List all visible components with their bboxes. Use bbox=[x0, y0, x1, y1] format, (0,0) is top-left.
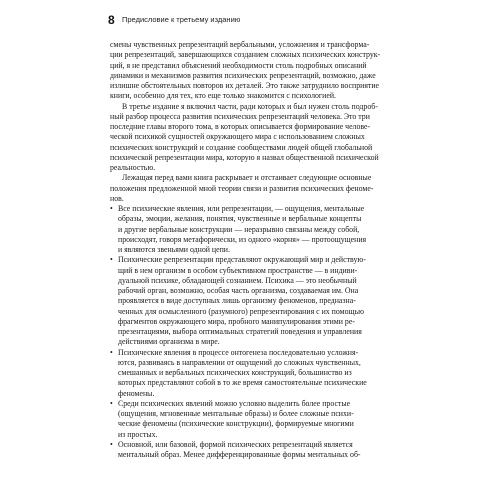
text-line: В третье издание я включил части, ради которых и был нужен столь подроб- bbox=[122, 101, 378, 111]
text-line: смены чувственных репрезентаций вербальными, усложнения и трансформа- bbox=[110, 40, 370, 49]
bullet-line: • Психические репрезентации представляют окружающий мир и действую- bbox=[110, 255, 366, 265]
bullet-line: • Основной, или базовой, формой психических репрезентаций является bbox=[110, 439, 353, 449]
text-line: щий в нем организм в особом субъективном пространстве — в индиви- bbox=[118, 265, 358, 275]
text-line: ческие феномены (психические конструкции), формируемые многими bbox=[118, 419, 354, 429]
bullet-icon: • bbox=[110, 398, 113, 408]
running-title: Предисловие к третьему изданию bbox=[122, 15, 241, 24]
bullet-line: • Все психические явления, или репрезентации, — ощущения, ментальные bbox=[110, 204, 365, 213]
text-line: феномены. bbox=[118, 388, 155, 398]
page-header bbox=[0, 13, 500, 33]
text-line: последние главы второго тома, в которых описывается формирование челове- bbox=[110, 122, 371, 131]
text-line: ции репрезентаций, завершающихся созданием сложных психических конструк- bbox=[110, 50, 381, 60]
text-line: смешанных и вербальных психических конструкций, большинство из bbox=[118, 368, 352, 377]
text-line: происходят, говоря метафорически, из одного «корня» — протоощущения bbox=[118, 234, 367, 244]
text-line: ций, я не представил объяснений необходимости столь подробных описаний bbox=[110, 60, 367, 70]
text-line: ченных для осмысленного (разумного) репрезентирования с их помощью bbox=[118, 306, 364, 316]
text-line: книги, особенно для тех, кто еще только знакомится с психологией. bbox=[110, 91, 336, 101]
bullet-icon: • bbox=[110, 439, 113, 449]
text-line: образы, эмоции, желания, понятия, чувственные и вербальные концепты bbox=[118, 214, 362, 224]
text-line: ментальный образ. Менее дифференцированные формы ментальных об- bbox=[118, 450, 361, 459]
text-line: действиями организма в мире. bbox=[118, 337, 220, 347]
text-line: динамики и механизмов развития психических репрезентаций, возможно, даже bbox=[110, 70, 376, 80]
text-line: ный разбор процесса развития психических репрезентаций человека. Это три bbox=[110, 111, 370, 121]
text-line: из простых. bbox=[118, 429, 158, 439]
bullet-icon: • bbox=[110, 347, 113, 357]
text-line: презентациями, выбора оптимальных стратегий поведения и управления bbox=[118, 327, 362, 336]
text-line: и являются звеньями одной цепи. bbox=[118, 245, 230, 254]
text-line: психической репрезентации мира, которую я назвал общественной психической bbox=[110, 152, 379, 162]
text-line: положения предложенной мной теории связи и развития психических феноме- bbox=[110, 183, 374, 193]
bullet-line: • Психические явления в процессе онтогенеза последовательно усложня- bbox=[110, 347, 359, 357]
text-line: ческой психикой сущностей окружающего мира с использованием сложных bbox=[110, 132, 365, 142]
text-line: дуальной психике, обладающей сознанием. Психика — это необычный bbox=[118, 275, 357, 285]
text-line: психических конструкций и создание сообществами людей общей глобальной bbox=[110, 142, 373, 152]
text-line: ются, развиваясь в направлении от ощущений до сложных чувственных, bbox=[118, 357, 361, 367]
text-line: проявляется в виде доступных лишь организму феноменов, предназна- bbox=[118, 296, 356, 306]
text-line: и другие вербальные конструкции — неразрывно связаны между собой, bbox=[118, 224, 360, 234]
text-line: (ощущения, мгновенные ментальные образы) и более сложные психи- bbox=[118, 409, 354, 418]
text-line: рабочий орган, возможно, особая часть организма, создаваемая им. Она bbox=[118, 286, 359, 295]
bullet-icon: • bbox=[110, 204, 113, 213]
text-line: реальностью. bbox=[110, 163, 156, 172]
bullet-line: • Среди психических явлений можно условно выделить более простые bbox=[110, 398, 351, 408]
page-number: 8 bbox=[108, 13, 115, 27]
text-line: которых представляют собой в то же время самостоятельные психические bbox=[118, 378, 367, 388]
text-line: нов. bbox=[110, 193, 124, 203]
text-line: Лежащая перед вами книга раскрывает и отстаивает следующие основные bbox=[122, 173, 372, 183]
text-line: излишне обстоятельных повторов их деталей. Это также затруднило восприятие bbox=[110, 81, 380, 90]
text-line: фрагментов окружающего мира, пробного манипулирования этими ре- bbox=[118, 316, 355, 326]
body-text bbox=[110, 40, 416, 460]
bullet-icon: • bbox=[110, 255, 113, 265]
